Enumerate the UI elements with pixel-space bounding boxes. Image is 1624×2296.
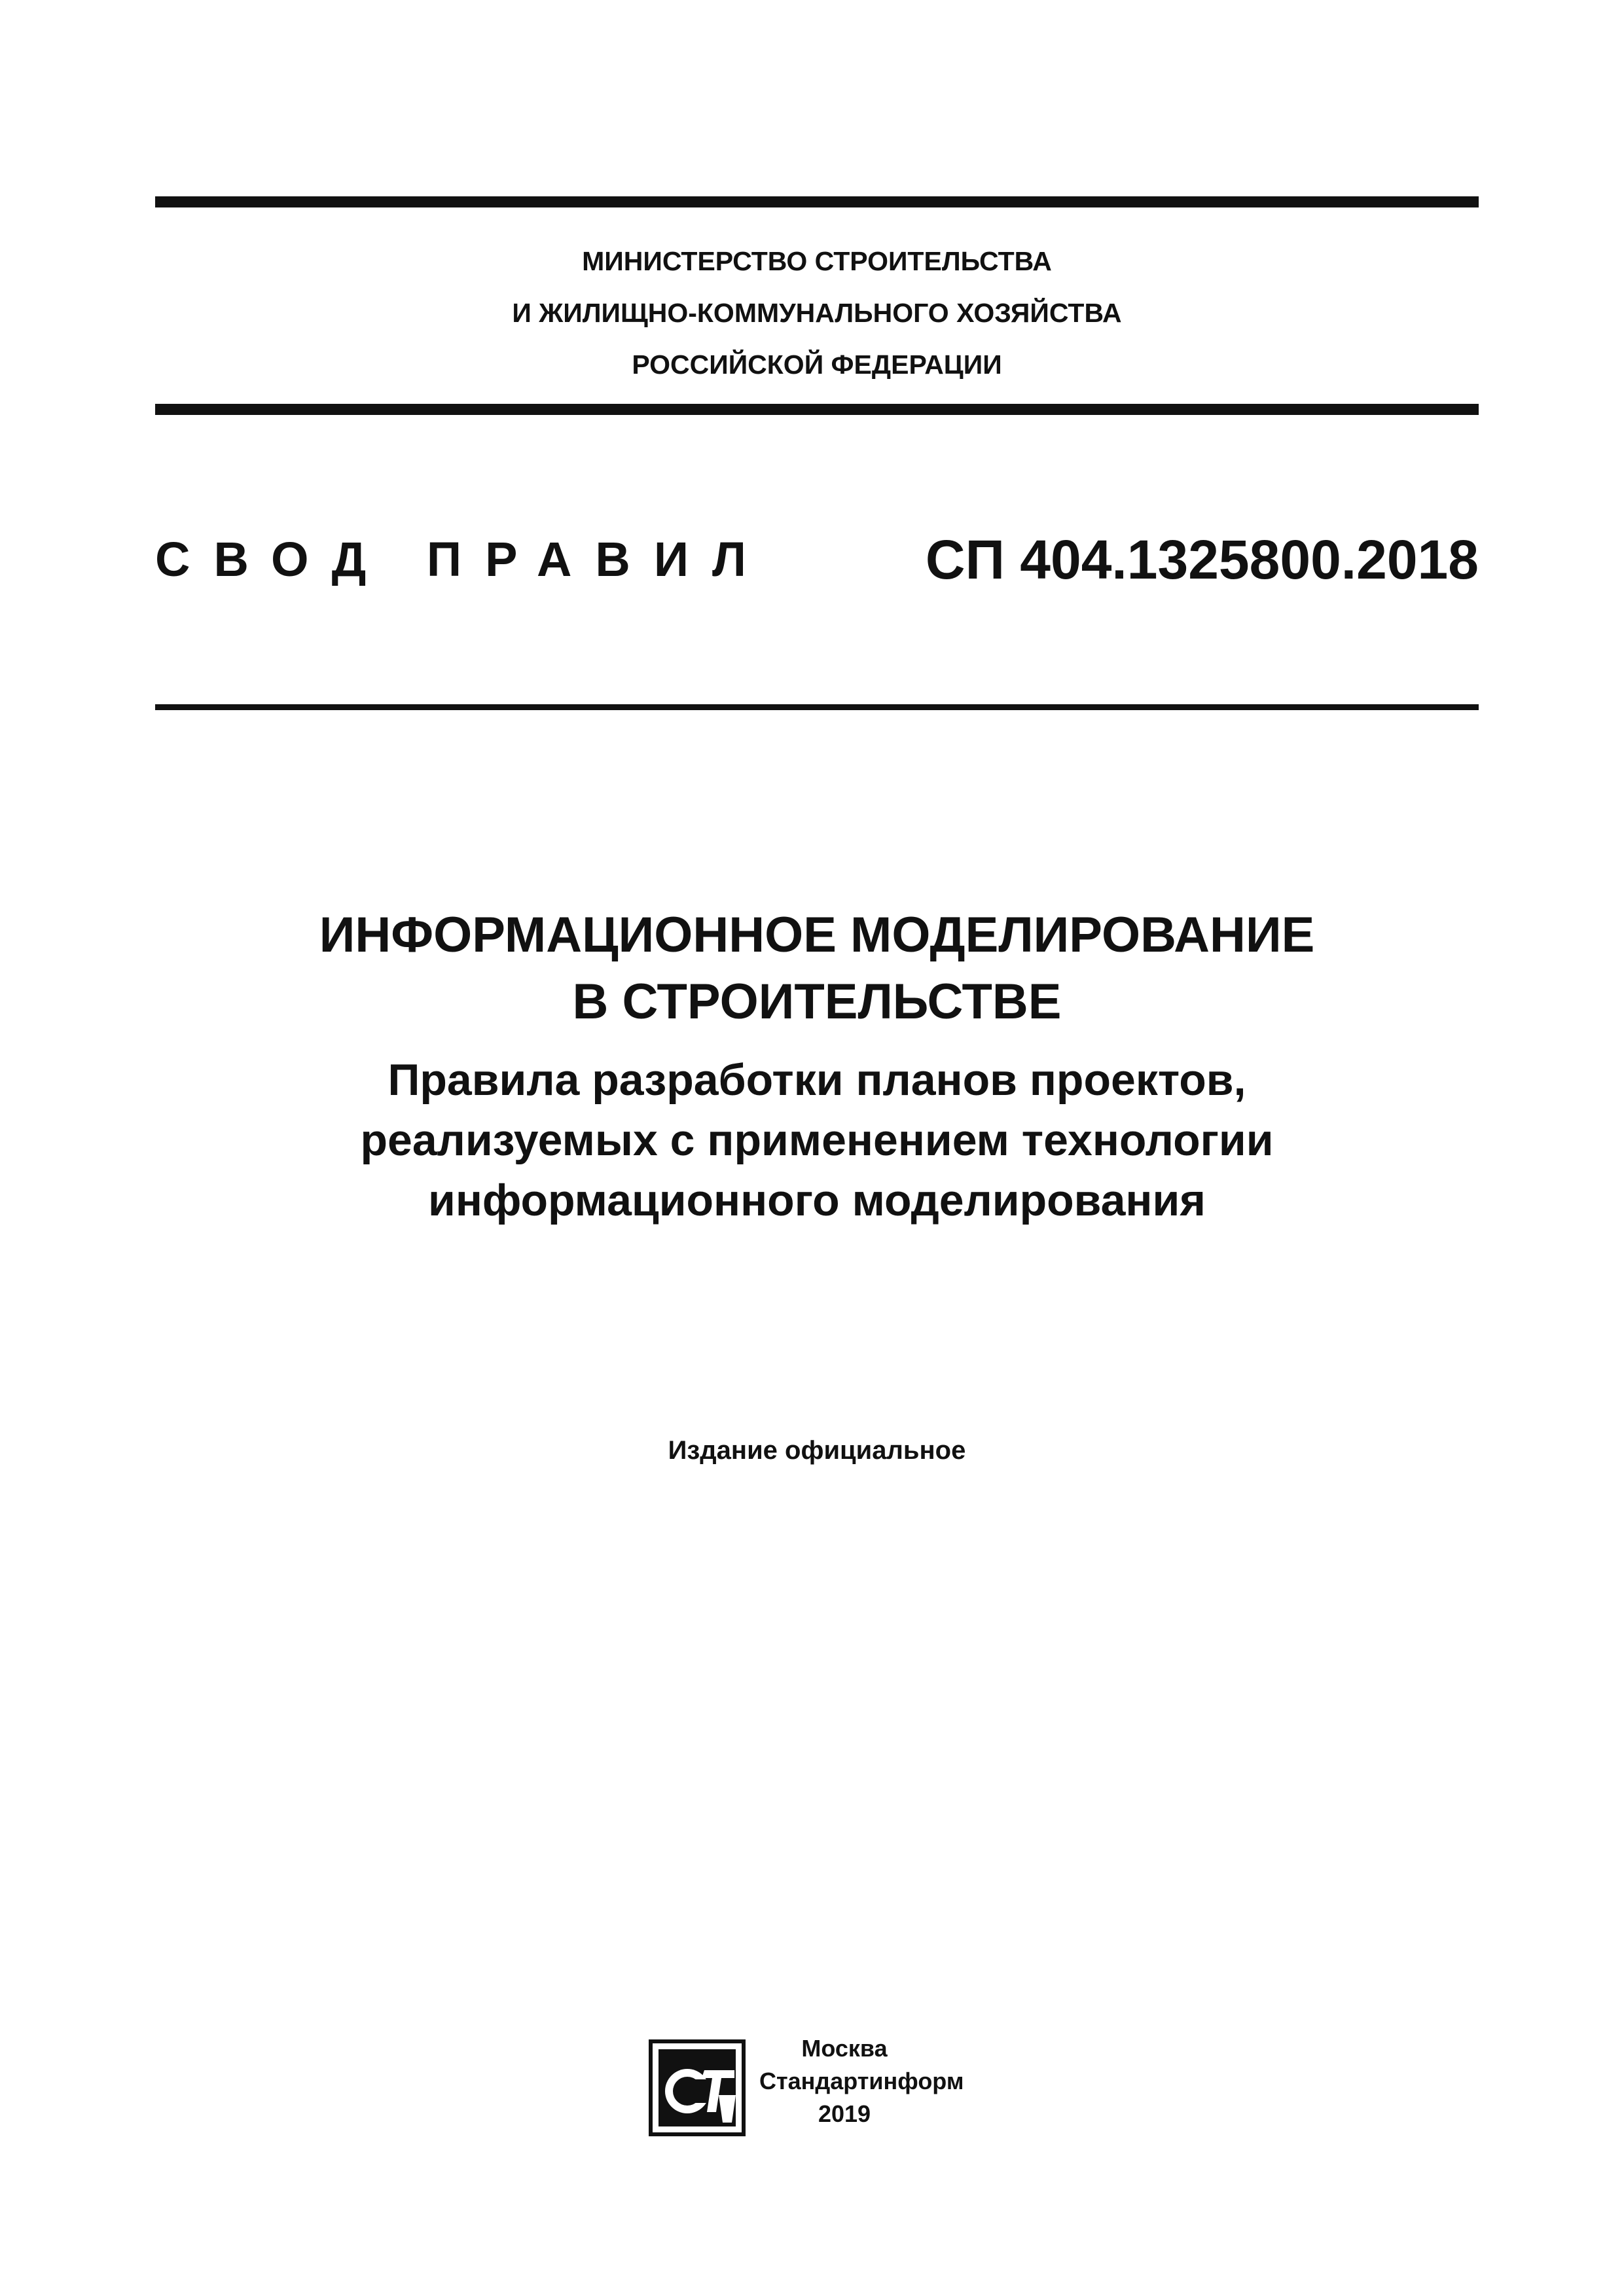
document-subtitle-line: информационного моделирования bbox=[428, 1175, 1206, 1225]
document-title-line: ИНФОРМАЦИОННОЕ МОДЕЛИРОВАНИЕ bbox=[319, 907, 1315, 963]
publisher-year: 2019 bbox=[818, 2100, 871, 2127]
ministry-line: МИНИСТЕРСТВО СТРОИТЕЛЬСТВА bbox=[582, 246, 1052, 276]
ministry-line: И ЖИЛИЩНО-КОММУНАЛЬНОГО ХОЗЯЙСТВА bbox=[512, 298, 1122, 328]
document-code: СП 404.1325800.2018 bbox=[925, 529, 1479, 590]
document-type-label: СВОД ПРАВИЛ bbox=[155, 532, 770, 586]
publisher-city: Москва bbox=[801, 2035, 888, 2062]
top-divider bbox=[155, 196, 1479, 207]
ministry-header bbox=[155, 236, 1479, 391]
document-title-block bbox=[155, 902, 1479, 1230]
standartinform-logo-icon bbox=[648, 2039, 746, 2137]
header-bottom-divider bbox=[155, 404, 1479, 415]
edition-label: Издание официальное bbox=[668, 1436, 966, 1465]
publisher-name: Стандартинформ bbox=[759, 2068, 964, 2094]
publisher-text bbox=[759, 2032, 964, 2130]
ministry-line: РОССИЙСКОЙ ФЕДЕРАЦИИ bbox=[632, 350, 1002, 380]
document-code-row bbox=[155, 524, 1479, 596]
publisher-block bbox=[648, 2032, 1015, 2144]
document-subtitle-line: реализуемых с применением технологии bbox=[360, 1115, 1274, 1165]
document-subtitle-line: Правила разработки планов проектов, bbox=[388, 1055, 1246, 1105]
document-title-line: В СТРОИТЕЛЬСТВЕ bbox=[572, 974, 1062, 1030]
document-subtitle bbox=[155, 1050, 1479, 1230]
code-divider bbox=[155, 704, 1479, 710]
